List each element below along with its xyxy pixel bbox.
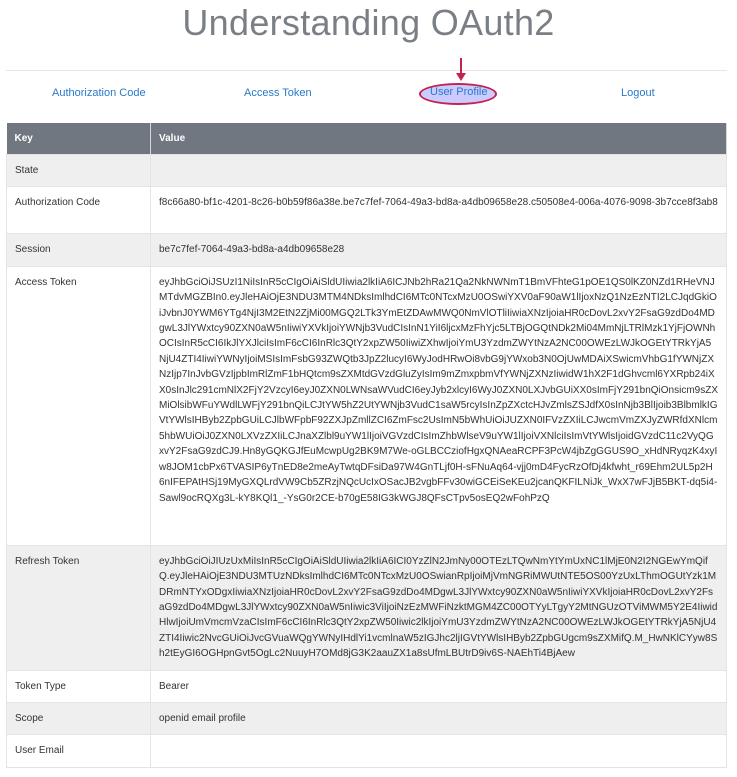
row-value: be7c7fef-7064-49a3-bd8a-a4db09658e28 <box>151 234 727 266</box>
nav-authorization-code-link[interactable]: Authorization Code <box>52 87 146 99</box>
row-value: Bearer <box>151 670 727 702</box>
row-key: Access Token <box>7 266 151 545</box>
table-row-access-token <box>7 266 727 545</box>
table-header-row <box>7 123 727 155</box>
table-row-authorization-code <box>7 187 727 234</box>
row-key: User Email <box>7 735 151 767</box>
table-row-session <box>7 234 727 266</box>
row-key: Authorization Code <box>7 187 151 234</box>
table-row-user-email <box>7 735 727 767</box>
row-value: eyJhbGciOiJSUzI1NiIsInR5cCIgOiAiSldUIiwia2lkIiA6ICJNb2hRa21Qa2NkNWNmT1BmVFhteG1pOE1QS0lKZ0NZd1RHeVNJMTdvMGZBIn0.eyJleHAiOjE3NDU3MTM4NDksImlhdCI6MTc0NTcxMzU0OSwiYXV0aF90aW1lIjoxNzQ1NzEzNTI2LCJqdGkiOiJvbnJ0YWM6YTg4NjI3M2EtN2ZjMi00MGQ2LTk3YmEtZDAwMWQ0NmVlOTliIiwiaXNzIjoiaHR0cDovL2xvY2FsaG9zdDo4MDgwL3JlYWxtcy90ZXN0aW5nIiwiYXVkIjoiYWNjb3VudCIsInN1YiI6ljcxMzFhYjc5LTBjOGQtNDk2Mi04MmNjLTRlMzk1YjFjOWNhOCIsInR5cCI6IkJlYXJlciIsImF6cCI6InRlc3QtY2xpZW50IiwiZXhwIjoiYmU3YzdmZWYtNzA2NC00OWEzLWJkOGEtYTRkYjA5NjU4ZTI4IiwiYWNyIjoiMSIsImFsbG93ZWQtb3JpZ2lucyI6WyJodHRwOi8vbG9jYWxob3N0OjUwMDAiXSwicmVhbG1fYWNjZXNzIjp7InJvbGVzIjpbImRlZmF1bHQtcm9sZXMtdGVzdGluZyIsIm9mZmxpbmVfYWNjZXNzIiwidW1hX2F1dGhvcml6YXRpb24iXX0sInJlc291cmNlX2FjY2VzcyI6eyJ0ZXN0LWNsaWVudCI6eyJyb2xlcyI6WyJ0ZXN0LXJvbGUiXX0sImFjY291bnQiOnsicm9sZXMiOlsibWFuYWdlLWFjY291bnQiLCJtYW5hZ2UtYWNjb3VudC1saW5rcyIsInZpZXctcHJvZmlsZSJdfX0sInNjb3BlIjoib3BlbmlkIGVtYWlsIHByb2ZpbGUiLCJlbWFpbF92ZXJpZmllZCI6ZmFsc2UsImN5bWhUiOiJUZXN0IFVzZXIiLCJwcmVmZXJyZWRfdXNlcm5hbWUiOiJ0ZXN0LXVzZXIiLCJnaXZlbl9uYW1lIjoiVGVzdCIsImZhbWlseV9uYW1lIjoiVXNlciIsImVtYWlsIjoidGVzdC11c2VyQGxvY2FsaG9zdCJ9.Hn8yGQKGJfEuMcwpUg2BK9M7We-oGLBCCziofHgxQNAeaRCPF3PcW4jbZgGGUS9O_xHdNRyqzK4xyIw8JOM1cbPx6TVASIP6yTnED8e2meAyTwtqDFsiDa97W4GnTLjf0H-sFNuAq64-vjj0mD4FycRzOfDj4kfwht_r69Ehm2UL5p2H6nIFEPAtHSj19MyGXQLrdVW9Cb5ZRzjNQcUcIxOSacJB2vgbFFv30wiGCEiSeKEu2jcanQKFILNiJk_WxX7wFJjB5BKT-dq5i4-Sawl9ocRQXg3L-kY8KQl1_-YsG0r2CE-b70gE58IG3kWGJ8QFsCTpv5osEQ2wFohPzQ <box>151 266 727 545</box>
page-title: Understanding OAuth2 <box>182 2 555 43</box>
table-row-token-type <box>7 670 727 702</box>
row-value: f8c66a80-bf1c-4201-8c26-b0b59f86a38e.be7c7fef-7064-49a3-bd8a-a4db09658e28.c50508e4-006a-4076-9098-3b7cce8f3ab8 <box>151 187 727 234</box>
nav-user-profile-link[interactable]: User Profile <box>430 86 488 98</box>
nav-access-token-link[interactable]: Access Token <box>244 87 312 99</box>
header-value: Value <box>151 123 727 155</box>
annotation-arrow-icon <box>456 73 466 81</box>
top-nav <box>6 70 727 113</box>
row-value: eyJhbGciOiJIUzUxMiIsInR5cCIgOiAiSldUIiwia2lkIiA6ICI0YzZlN2JmNy00OTEzLTQwNmYtYmUxNC1lMjE0N2I2NGEwYmQifQ.eyJleHAiOjE3NDU3MTUzNDksImlhdCI6MTc0NTcxMzU0OSwianRpIjoiMjVmNGRiMWUtNTE5OS00YzUxLThmOGUtYzk1MDRmNTYxODgxIiwiaXNzIjoiaHR0cDovL2xvY2FsaG9zdDo4MDgwL3JlYWxtcy90ZXN0aW5nIiwiYXVkIjoiaHR0cDovL2xvY2FsaG9zdDo4MDgwL3JlYWxtcy90ZXN0aW5nIiwic3ViIjoiNzEzMWFiNzktMGM4ZC00OTYyLTgyY2MtNGUzOTViMWM5Y2E4IiwidHlwIjoiUmVmcmVzaCIsImF6cCI6InRlc3QtY2xpZW50Iiwic2lkIjoiYmU3YzdmZWYtNzA2NC00OWEzLWJkOGEtYTRkYjA5NjU4ZTI4Iiwic2NvcGUiOiJvcGVuaWQgYWNyIHdlYi1vcmlnaW5zIGJhc2ljIGVtYWlsIHByb2ZpbGUgcm9sZXMifQ.M_HwNKlCYyw8Sh2tEyGI6OGHpnGvt5OgLc2NuuyH7OMd8jG3K2aauZX1a8sUfmLBUtrD9iv6S-NAEhTi4BjAew <box>151 545 727 670</box>
row-key: State <box>7 155 151 187</box>
nav-logout-link[interactable]: Logout <box>621 87 655 99</box>
table-row-refresh-token <box>7 545 727 670</box>
table-row-state <box>7 155 727 187</box>
header-key: Key <box>7 123 151 155</box>
token-details-table <box>6 123 727 768</box>
row-value <box>151 155 727 187</box>
row-key: Session <box>7 234 151 266</box>
table-row-scope <box>7 703 727 735</box>
row-key: Token Type <box>7 670 151 702</box>
row-key: Scope <box>7 703 151 735</box>
row-value: openid email profile <box>151 703 727 735</box>
row-key: Refresh Token <box>7 545 151 670</box>
row-value <box>151 735 727 767</box>
